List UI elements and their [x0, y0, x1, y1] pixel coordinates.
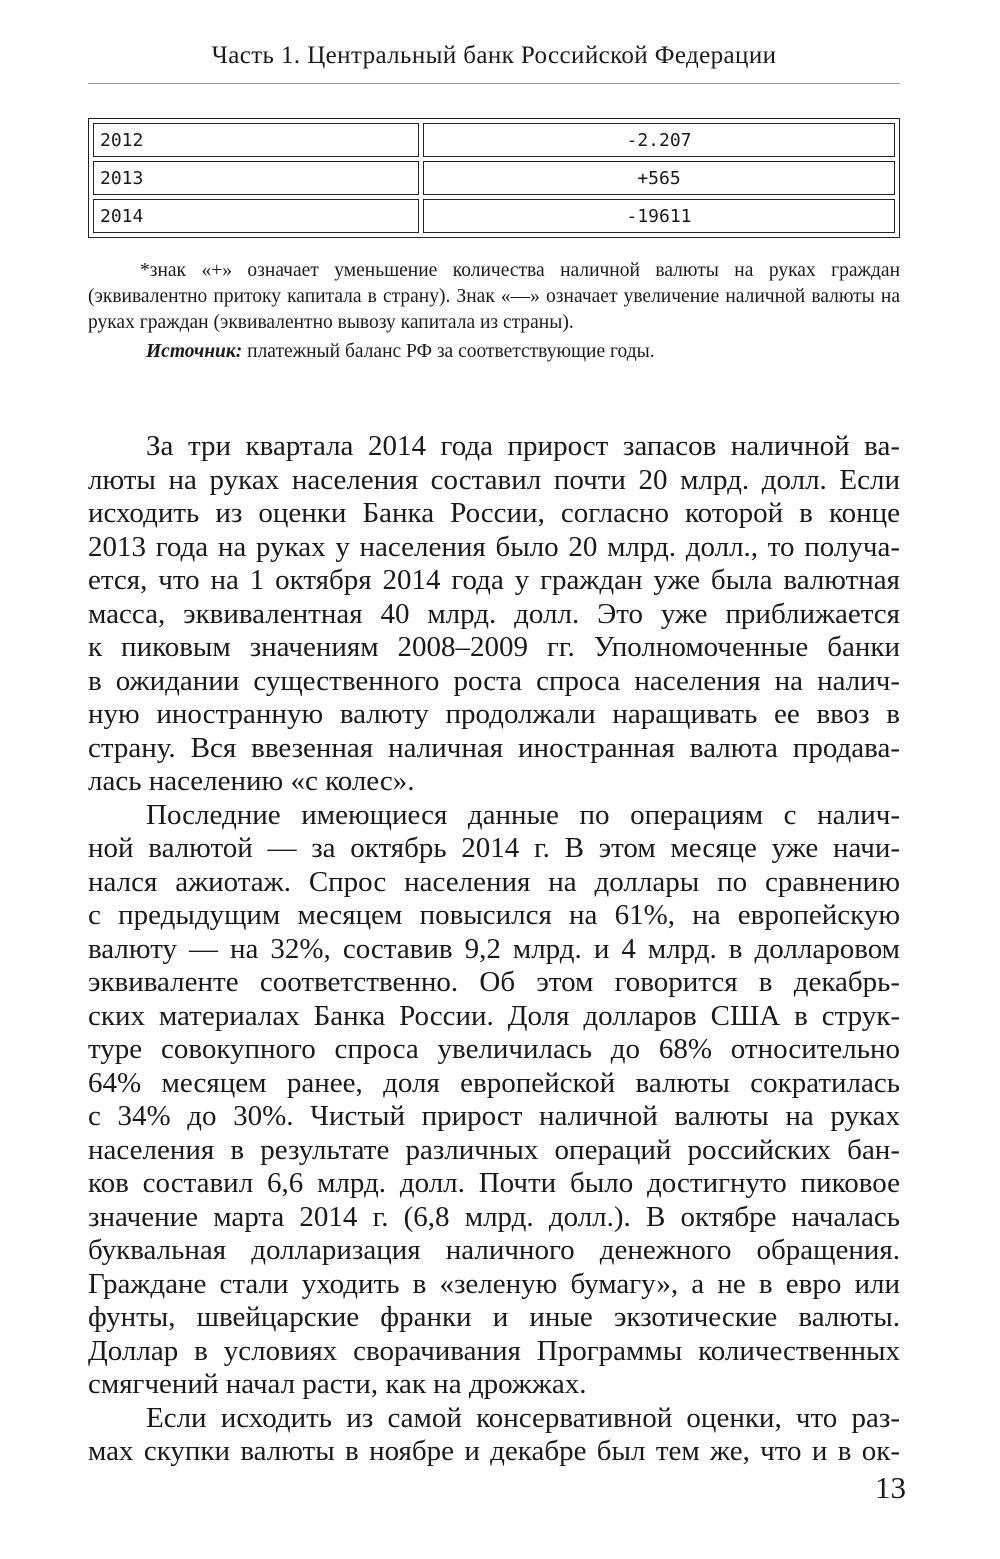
text-line: ной валютой — за октябрь 2014 г. В этом месяце уже начи-	[88, 832, 900, 864]
text-line: фунты, швейцарские франки и иные экзотические валюты.	[88, 1301, 900, 1333]
source-label: Источник:	[146, 341, 243, 362]
year-cell: 2013	[93, 161, 419, 195]
text-line: с предыдущим месяцем повысился на 61%, на европейскую	[88, 899, 900, 931]
text-line: За три квартала 2014 года прирост запасов наличной ва-	[146, 430, 900, 462]
paragraph	[88, 1402, 900, 1469]
text-line: буквальная долларизация наличного денежного обращения.	[88, 1234, 900, 1266]
text-line: исходить из оценки Банка России, согласно которой в конце	[88, 497, 900, 529]
text-line: значение марта 2014 г. (6,8 млрд. долл.). В октябре началась	[88, 1200, 900, 1233]
text-line: населения в результате различных операций российских бан-	[88, 1133, 900, 1166]
text-line: ется, что на 1 октября 2014 года у граждан уже была валютная	[88, 564, 900, 596]
table-row	[93, 199, 895, 233]
value-cell: -19611	[423, 199, 895, 233]
page-number: 13	[875, 1470, 906, 1505]
text-line: Доллар в условиях сворачивания Программы количественных	[88, 1334, 900, 1367]
text-line: ских материалах Банка России. Доля долларов США в струк-	[88, 999, 900, 1032]
text-line: туре совокупного спроса увеличилась до 68% относительно	[88, 1033, 900, 1065]
table-row	[93, 161, 895, 195]
text-line: смягчений начал расти, как на дрожжах.	[88, 1368, 587, 1400]
text-line: мах скупки валюты в ноябре и декабре был тем же, что и в ок-	[88, 1435, 900, 1467]
year-cell: 2014	[93, 199, 419, 233]
text-line: с 34% до 30%. Чистый прирост наличной валюты на руках	[88, 1100, 900, 1132]
text-line: к пиковым значениям 2008–2009 гг. Уполномоченные банки	[88, 631, 900, 663]
text-line: лась населению «с колес».	[88, 765, 415, 797]
text-line: люты на руках населения составил почти 20 млрд. долл. Если	[88, 463, 900, 496]
body-text	[88, 430, 900, 1469]
text-line: эквиваленте соответственно. Об этом говорится в декабрь-	[88, 966, 900, 998]
text-line: в ожидании существенного роста спроса населения на налич-	[88, 664, 900, 697]
text-line: валюту — на 32%, составив 9,2 млрд. и 4 млрд. в долларовом	[88, 932, 900, 965]
text-line: ную иностранную валюту продолжали наращивать ее ввоз в	[88, 698, 900, 730]
value-cell: -2.207	[423, 123, 895, 157]
text-line: 64% месяцем ранее, доля европейской валюты сократилась	[88, 1066, 900, 1099]
table-footnote: *знак «+» означает уменьшение количества наличной валюты на руках граждан (эквивалентно притоку капитала в страну). Знак «—» означает увеличение наличной валюты на руках граждан (эквивалентно вывозу капитала из страны).	[88, 260, 900, 333]
text-line: 2013 года на руках у населения было 20 млрд. долл., то получа-	[88, 530, 900, 563]
source-note	[88, 339, 900, 365]
table-notes	[88, 258, 900, 365]
text-line: Если исходить из самой консервативной оценки, что раз-	[146, 1401, 900, 1434]
text-line: масса, эквивалентная 40 млрд. долл. Это уже приближается	[88, 597, 900, 630]
table-row	[93, 123, 895, 157]
text-line: страну. Вся ввезенная наличная иностранная валюта продава-	[88, 731, 900, 764]
running-header: Часть 1. Центральный банк Российской Федерации	[211, 42, 777, 69]
header-divider	[88, 83, 900, 84]
paragraph	[88, 799, 900, 1402]
text-line: Граждане стали уходить в «зеленую бумагу», а не в евро или	[88, 1267, 900, 1300]
capital-flow-table	[88, 118, 900, 238]
text-line: нался ажиотаж. Спрос населения на доллары по сравнению	[88, 865, 900, 898]
text-line: Последние имеющиеся данные по операциям с налич-	[146, 798, 900, 831]
value-cell: +565	[423, 161, 895, 195]
text-line: ков составил 6,6 млрд. долл. Почти было достигнуто пиковое	[88, 1167, 900, 1199]
year-cell: 2012	[93, 123, 419, 157]
source-text: платежный баланс РФ за соответствующие годы.	[242, 341, 655, 362]
paragraph	[88, 430, 900, 799]
